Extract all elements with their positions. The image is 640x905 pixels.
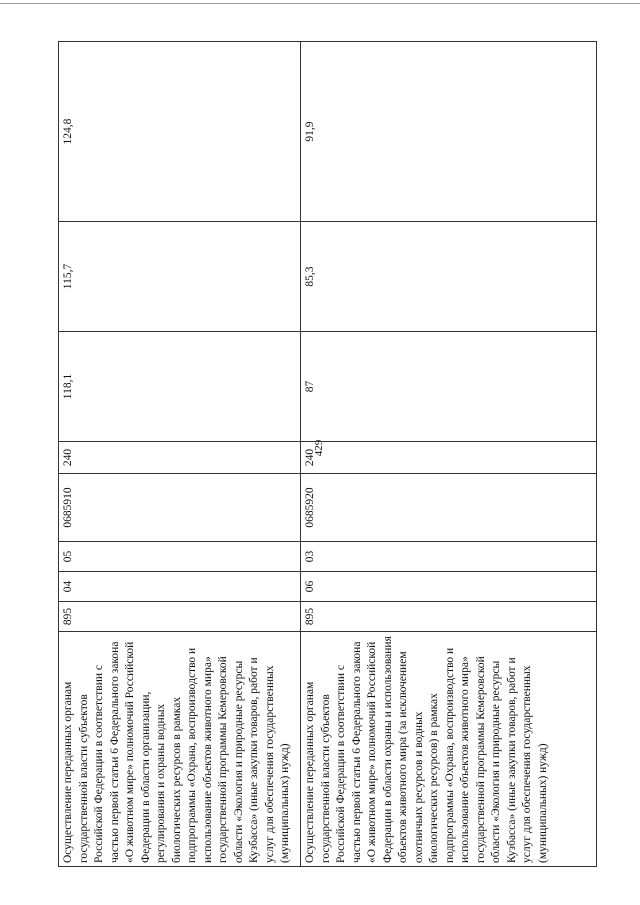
expense-type-code: 240	[59, 442, 301, 474]
value-year-1: 118,1	[59, 332, 301, 442]
value-year-1: 87	[301, 332, 597, 442]
top-border-line	[0, 3, 640, 4]
value-year-3: 91,9	[301, 42, 597, 222]
ministry-code: 895	[301, 602, 597, 632]
budget-table	[58, 41, 597, 867]
value-year-2: 85,3	[301, 222, 597, 332]
value-year-2: 115,7	[59, 222, 301, 332]
subsection-code: 05	[59, 542, 301, 572]
target-code: 0685920	[301, 474, 597, 542]
subsection-code: 03	[301, 542, 597, 572]
table-row	[301, 42, 597, 867]
expense-type-code: 240	[301, 442, 597, 474]
ministry-code: 895	[59, 602, 301, 632]
section-code: 06	[301, 572, 597, 602]
page-number: 429	[313, 439, 325, 457]
target-code: 0685910	[59, 474, 301, 542]
row-description: Осуществление переданных органам государственной власти субъектов Российской Федерации в соответствии с частью первой статьи 6 Федерального закона «О животном мире» полномочий Российской Федерации в области охраны и использования объектов животного мира (за исключением охотничьих ресурсов и водных биологических ресурсов) в рамках подпрограммы «Охрана, воспроизводство и использование объектов животного мира» государственной программы Кемеровской области «Экология и природные ресурсы Кузбасса» (иные закупки товаров, работ и услуг для обеспечения государственных (муниципальных) нужд)	[301, 632, 597, 867]
table-row	[59, 42, 301, 867]
row-description: Осуществление переданных органам государственной власти субъектов Российской Федерации в соответствии с частью первой статьи 6 Федерального закона «О животном мире» полномочий Российской Федерации в области организации, регулирования и охраны водных биологических ресурсов в рамках подпрограммы «Охрана, воспроизводство и использование объектов животного мира» государственной программы Кемеровской области «Экология и природные ресурсы Кузбасса» (иные закупки товаров, работ и услуг для обеспечения государственных (муниципальных) нужд)	[59, 632, 301, 867]
section-code: 04	[59, 572, 301, 602]
rotated-table-container	[58, 42, 596, 867]
value-year-3: 124,8	[59, 42, 301, 222]
